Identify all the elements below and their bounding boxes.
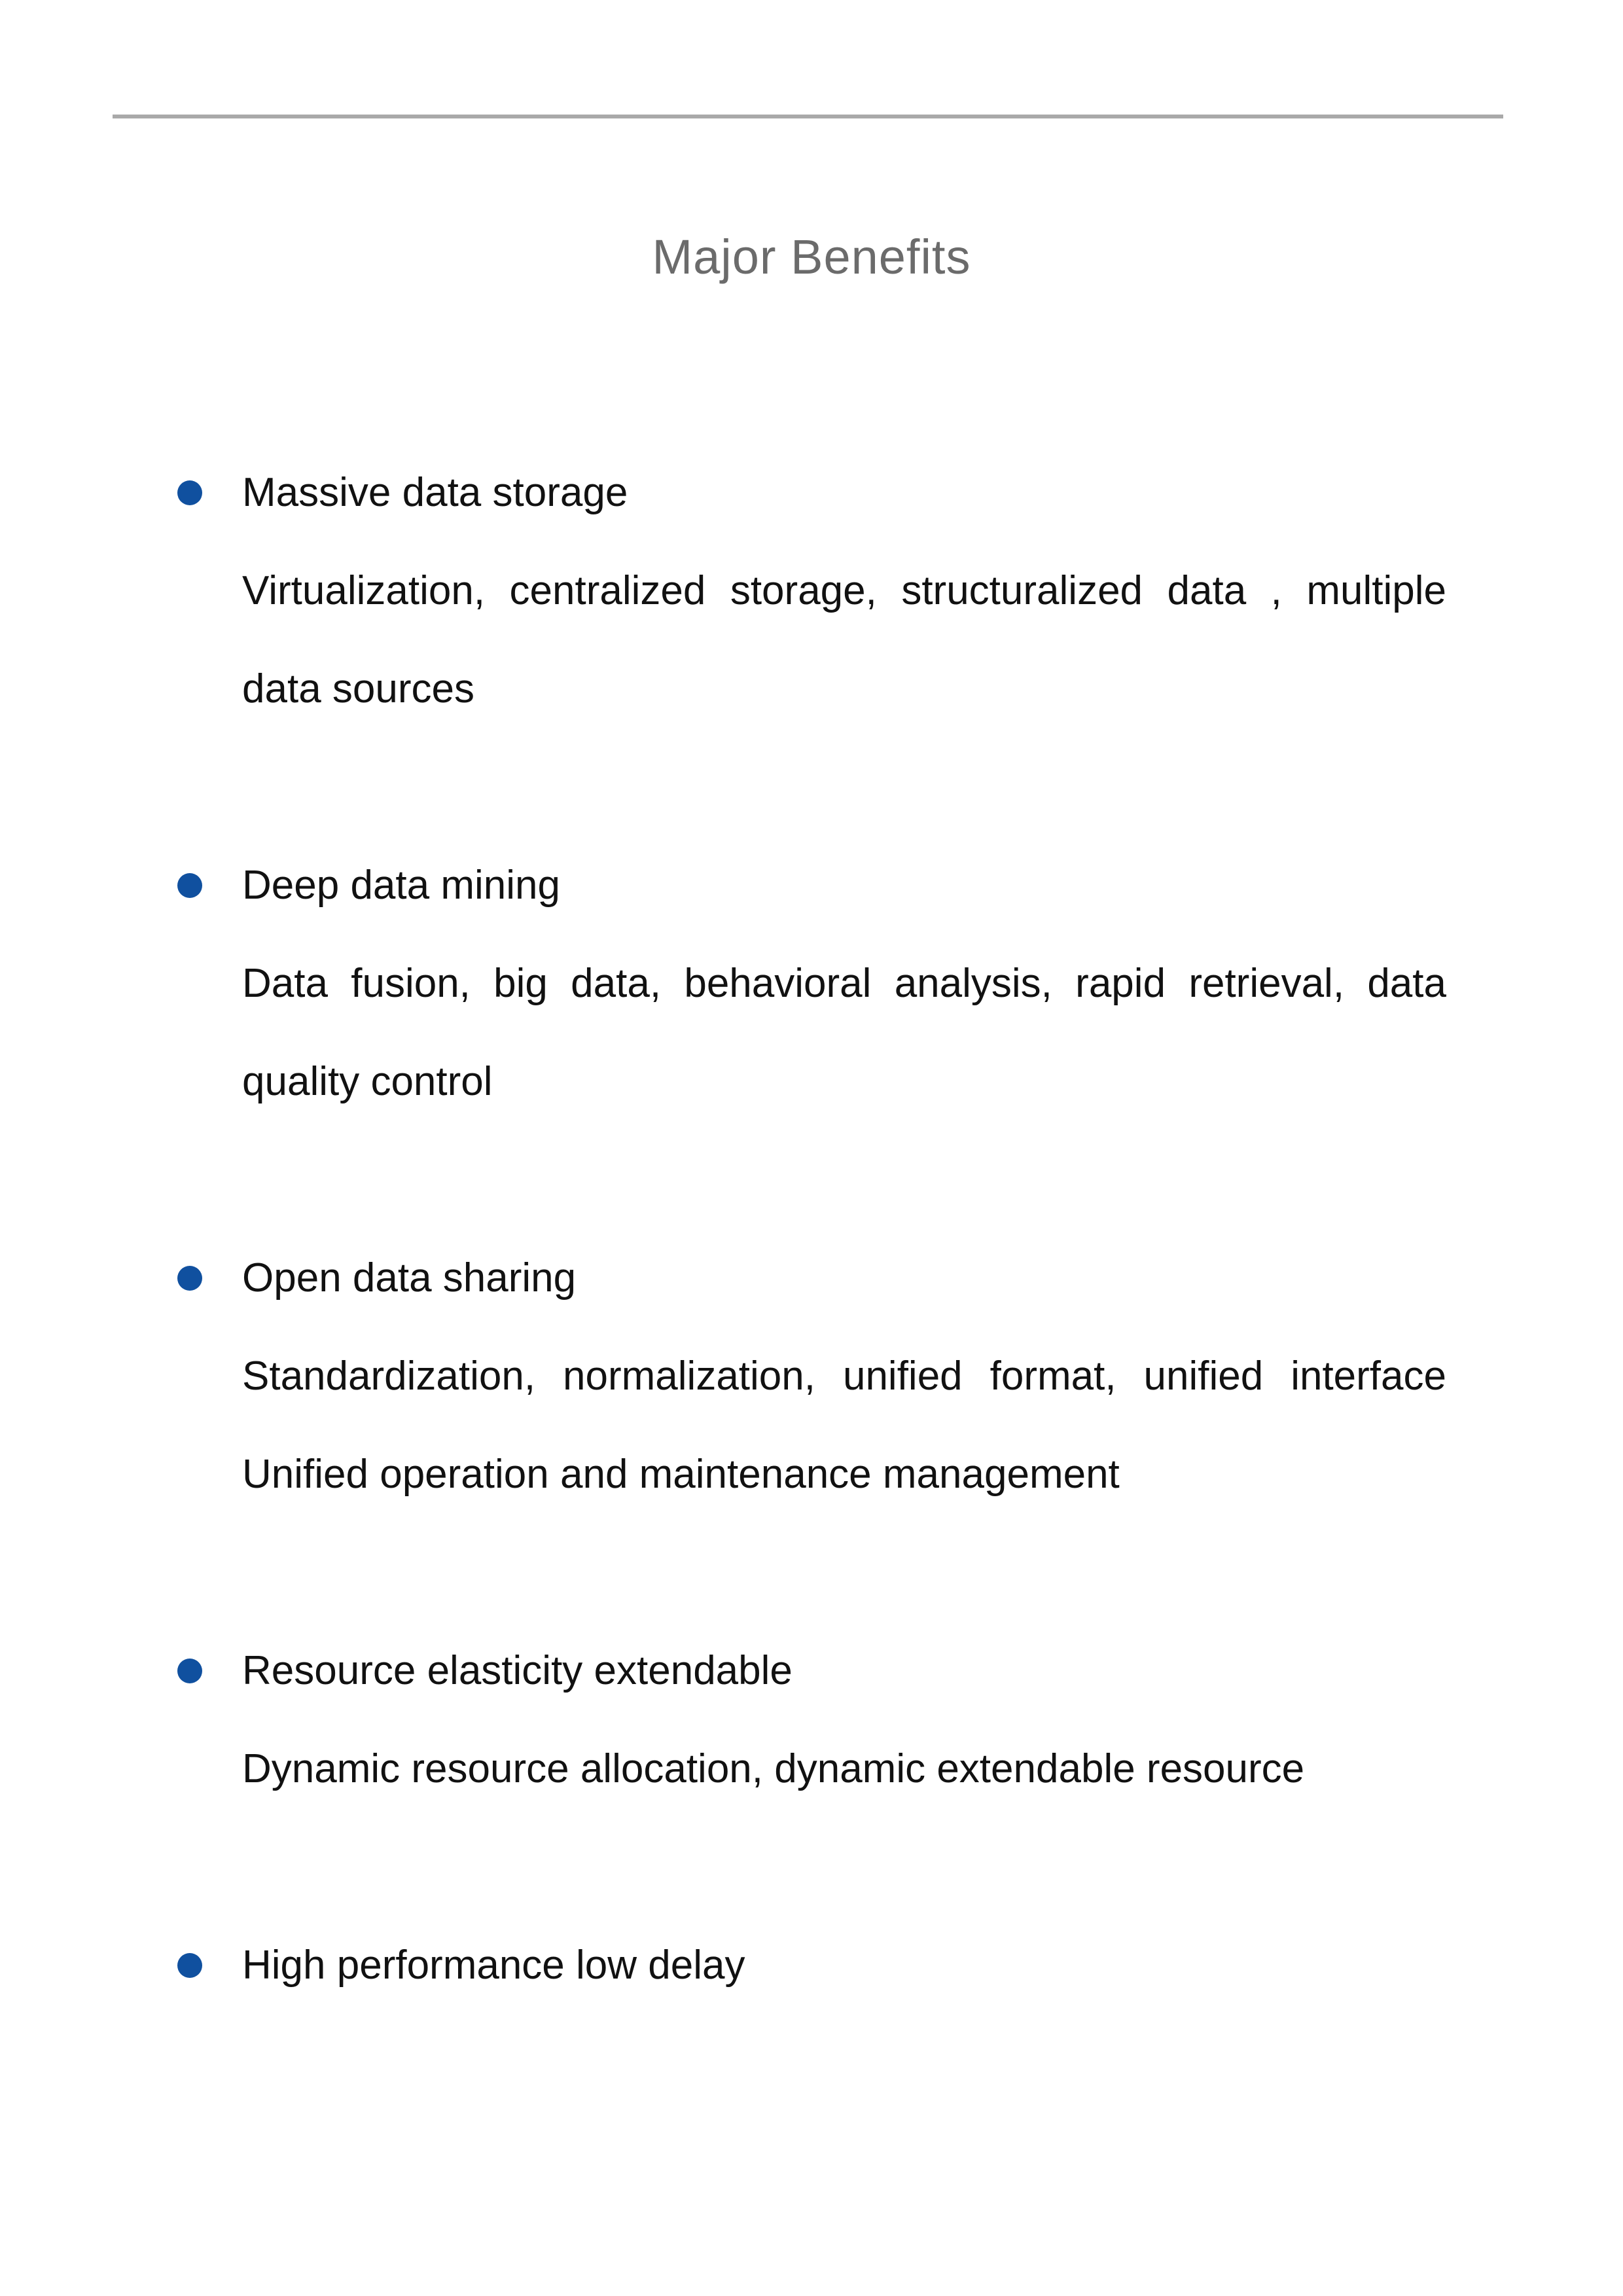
benefit-heading: Massive data storage [242,470,628,515]
benefit-heading: Deep data mining [242,863,560,908]
benefit-detail-line: Data fusion, big data, behavioral analysis, rapid retrieval, data [242,961,1446,1006]
benefits-list [242,444,1446,2015]
bullet-icon [177,1266,202,1291]
benefit-detail-line: Virtualization, centralized storage, structuralized data , multiple [242,568,1446,613]
benefit-heading: Open data sharing [242,1255,577,1300]
benefit-detail-line: Standardization, normalization, unified format, unified interface [242,1354,1446,1399]
benefit-item [242,1229,1446,1524]
top-divider [113,115,1503,118]
bullet-icon [177,1659,202,1683]
bullet-icon [177,1953,202,1978]
page-title: Major Benefits [652,230,971,284]
bullet-icon [177,480,202,505]
benefit-heading: Resource elasticity extendable [242,1648,793,1693]
benefit-detail-line: data sources [242,666,474,711]
benefit-detail-line: quality control [242,1059,493,1104]
benefit-item [242,1916,1446,2015]
benefit-item [242,1622,1446,1818]
benefit-heading: High performance low delay [242,1943,745,1988]
benefit-detail-line: Dynamic resource allocation, dynamic extendable resource [242,1746,1305,1791]
bullet-icon [177,873,202,898]
benefit-item [242,444,1446,738]
benefit-detail-line: Unified operation and maintenance management [242,1452,1120,1497]
benefit-item [242,836,1446,1131]
